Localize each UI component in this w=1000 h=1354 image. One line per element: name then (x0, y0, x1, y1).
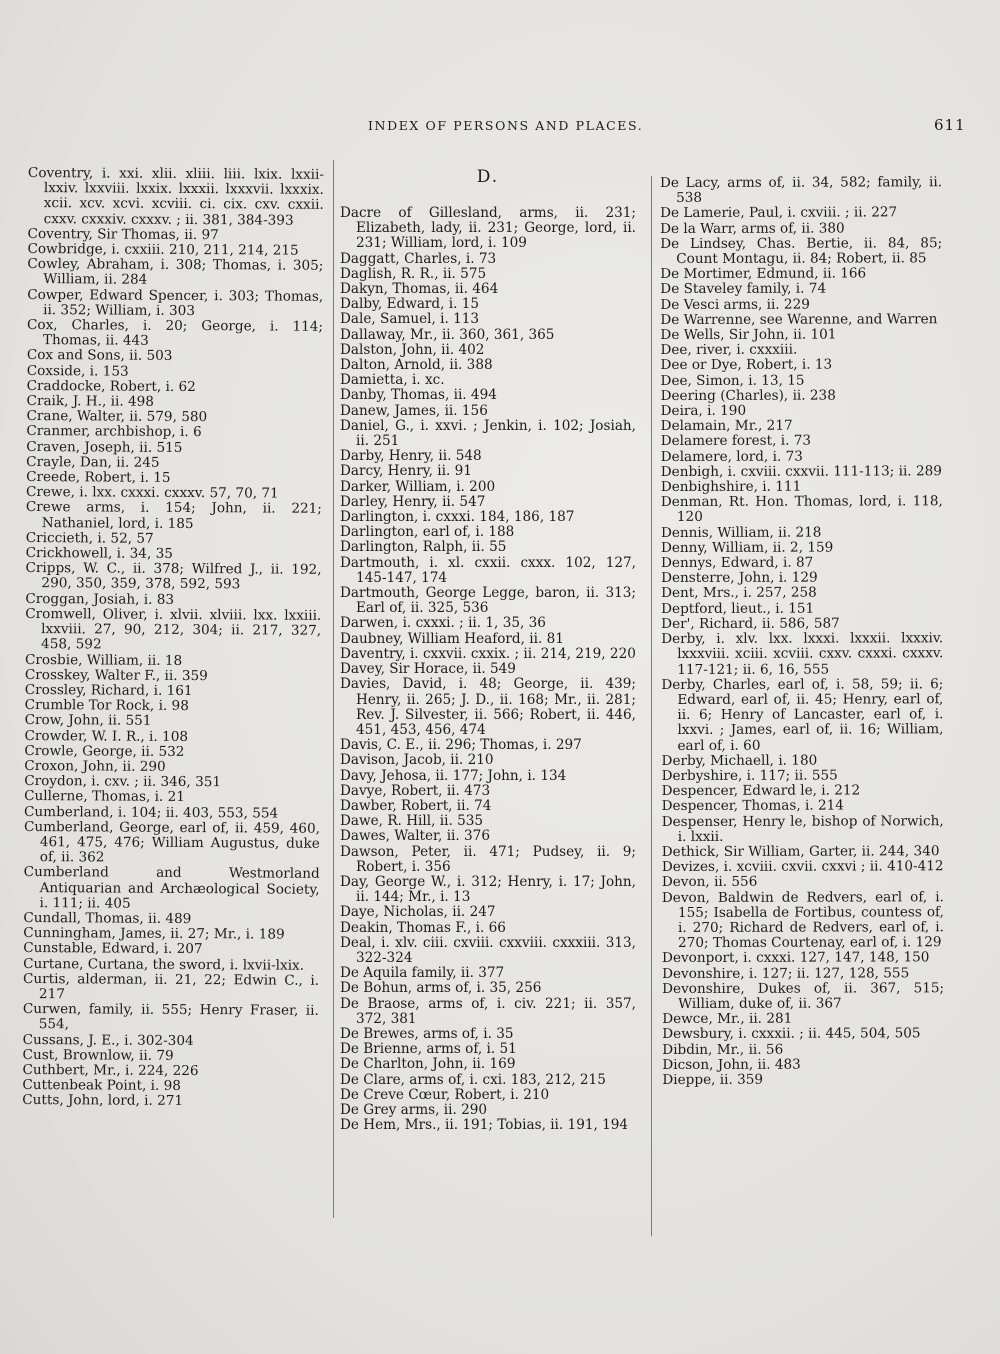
index-entry: Coventry, Sir Thomas, ii. 97 (27, 225, 219, 243)
index-entry: Crosbie, William, ii. 18 (24, 651, 183, 669)
index-entry: Dalby, Edward, i. 15 (340, 296, 480, 313)
index-entry: Dibdin, Mr., ii. 56 (662, 1041, 784, 1058)
index-entry: Devon, ii. 556 (661, 874, 758, 891)
index-entry: Crickhowell, i. 34, 35 (25, 545, 173, 562)
index-entry: Darwen, i. cxxxi. ; ii. 1, 35, 36 (340, 615, 546, 632)
index-entry: Cuttenbeak Point, i. 98 (22, 1077, 182, 1095)
index-entry: Derby, Michaell, i. 180 (661, 752, 818, 769)
index-entry: De Warrenne, see Warenne, and Warren (660, 311, 938, 328)
index-entry: Dacre of Gillesland, arms, ii. 231; Elizabeth, lady, ii. 231; George, lord, ii. 231; William, lord, i. 109 (340, 205, 636, 252)
index-entry: Denny, William, ii. 2, 159 (660, 539, 834, 556)
index-entry: Derby, Charles, earl of, i. 58, 59; ii. 6; Edward, earl of, ii. 45; Henry, earl of, ii. 6; Henry of Lancaster, earl of, i. lxxvi. ; James, earl of, ii. 16; William, earl of, i. 60 (661, 675, 944, 754)
index-entry: Crewe arms, i. 154; John, ii. 221; Nathaniel, lord, i. 185 (25, 499, 322, 532)
index-entry: Damietta, i. xc. (340, 372, 445, 389)
index-entry: Curtis, alderman, ii. 21, 22; Edwin C., i. 217 (22, 970, 320, 1003)
index-entry: Devon, Baldwin de Redvers, earl of, i. 155; Isabella de Fortibus, countess of, i. 270; Richard de Redvers, earl of, i. 270; Thomas Courtenay, earl of, i. 129 (661, 888, 944, 952)
index-entry: Cowley, Abraham, i. 308; Thomas, i. 305; William, ii. 284 (27, 256, 324, 289)
index-entry: Craik, J. H., ii. 498 (26, 393, 154, 410)
index-entry: Deakin, Thomas F., i. 66 (340, 919, 506, 936)
index-entry: Daubney, William Heaford, ii. 81 (340, 630, 564, 647)
index-entry: Cunstable, Edward, i. 207 (23, 940, 203, 958)
index-entry: Curwen, family, ii. 555; Henry Fraser, ii. 554, (22, 1001, 319, 1033)
index-entry: Crowder, W. I. R., i. 108 (24, 727, 189, 745)
index-entry: Dewsbury, i. cxxxii. ; ii. 445, 504, 505 (662, 1025, 921, 1043)
index-entry: Croxon, John, ii. 290 (24, 757, 166, 775)
index-entry: Daye, Nicholas, ii. 247 (340, 904, 496, 921)
index-entry: De Charlton, John, ii. 169 (340, 1056, 516, 1073)
index-entry: Despencer, Thomas, i. 214 (661, 797, 844, 815)
index-entry: Day, George W., i. 312; Henry, i. 17; John, ii. 144; Mr., i. 13 (340, 873, 636, 906)
index-entry: De Grey arms, ii. 290 (340, 1101, 488, 1118)
index-entry: Davy, Jehosa, ii. 177; John, i. 134 (340, 767, 567, 784)
running-title: INDEX OF PERSONS AND PLACES. (368, 118, 644, 133)
index-entry: De Lacy, arms of, ii. 34, 582; family, ii. 538 (659, 174, 943, 207)
index-entry: Daniel, G., i. xxvi. ; Jenkin, i. 102; Josiah, ii. 251 (340, 417, 636, 450)
index-entry: Crosskey, Walter F., ii. 359 (24, 666, 208, 684)
index-entry: Dartmouth, George Legge, baron, ii. 313; Earl of, ii. 325, 536 (340, 585, 636, 617)
index-entry: Denbigh, i. cxviii. cxxvii. 111-113; ii. 289 (660, 463, 942, 480)
index-entry: De Braose, arms of, i. civ. 221; ii. 357, 372, 381 (340, 995, 636, 1027)
index-entry: Delamere, lord, i. 73 (660, 448, 803, 465)
index-entry: Creede, Robert, i. 15 (26, 469, 171, 486)
index-entry: De Bohun, arms of, i. 35, 256 (340, 980, 542, 997)
index-entry: De Vesci arms, ii. 229 (660, 296, 810, 313)
index-entry: Darker, William, i. 200 (340, 478, 496, 495)
index-entry: Dartmouth, i. xl. cxxii. cxxx. 102, 127, 145-147, 174 (340, 554, 636, 586)
index-entry: Darlington, earl of, i. 188 (340, 524, 515, 541)
index-entry: Cuthbert, Mr., i. 224, 226 (22, 1061, 199, 1080)
index-column-1 (22, 166, 324, 1110)
section-letter-heading: D. (476, 167, 500, 187)
column-divider (651, 176, 652, 1236)
index-entry: Dee, river, i. cxxxiii. (660, 341, 798, 359)
index-entry: Curtane, Curtana, the sword, i. lxvii-lxix. (23, 955, 305, 974)
index-entry: Dennys, Edward, i. 87 (660, 554, 814, 572)
index-entry: Despenser, Henry le, bishop of Norwich, i. lxxii. (661, 812, 944, 845)
index-entry: Danew, James, ii. 156 (340, 402, 488, 419)
index-entry: De Creve Cœur, Robert, i. 210 (340, 1086, 550, 1103)
index-entry: De Brienne, arms of, i. 51 (340, 1041, 517, 1058)
index-entry: De Aquila family, ii. 377 (340, 965, 505, 982)
index-entry: Dieppe, ii. 359 (662, 1071, 764, 1088)
index-entry: Dawber, Robert, ii. 74 (340, 797, 492, 814)
index-entry: Croydon, i. cxv. ; ii. 346, 351 (24, 773, 222, 791)
index-entry: Daggatt, Charles, i. 73 (340, 250, 497, 267)
index-entry: Darcy, Henry, ii. 91 (340, 463, 472, 480)
index-entry: Derby, i. xlv. lxx. lxxxi. lxxxii. lxxxiv. lxxxviii. xciii. xcviii. cxxv. cxxxi. cxxxv. 117-121; ii. 6, 16, 555 (661, 630, 944, 678)
index-entry: Dale, Samuel, i. 113 (340, 311, 480, 328)
index-entry: Craven, Joseph, ii. 515 (26, 438, 183, 456)
index-entry: Daventry, i. cxxvii. cxxix. ; ii. 214, 219, 220 (340, 645, 636, 662)
index-entry: Cussans, J. E., i. 302-304 (22, 1031, 194, 1049)
index-entry: Darley, Henry, ii. 547 (340, 493, 486, 510)
index-entry: Crayle, Dan, ii. 245 (26, 453, 160, 471)
index-entry: Dethick, Sir William, Garter, ii. 244, 340 (661, 843, 940, 860)
index-entry: Deira, i. 190 (660, 402, 747, 420)
index-entry: Dallaway, Mr., ii. 360, 361, 365 (340, 326, 555, 343)
index-entry: Darby, Henry, ii. 548 (340, 448, 482, 465)
index-column-3 (660, 175, 944, 1088)
index-entry: Cromwell, Oliver, i. xlvii. xlviii. lxx. lxxiii. lxxviii. 27, 90, 212, 304; ii. 217, 327, 458, 592 (25, 605, 322, 653)
index-entry: Cranmer, archbishop, i. 6 (26, 423, 202, 441)
index-entry: Dawe, R. Hill, ii. 535 (340, 813, 484, 830)
index-entry: Danby, Thomas, ii. 494 (340, 387, 497, 404)
index-entry: Croggan, Josiah, i. 83 (25, 590, 175, 608)
index-entry: Craddocke, Robert, i. 62 (26, 377, 196, 395)
index-entry: Der', Richard, ii. 586, 587 (661, 615, 840, 632)
index-entry: Delamere forest, i. 73 (660, 433, 812, 450)
index-entry: Devonshire, i. 127; ii. 127, 128, 555 (662, 964, 910, 982)
index-entry: Cox and Sons, ii. 503 (26, 347, 173, 365)
index-entry: Dawes, Walter, ii. 376 (340, 828, 490, 845)
index-entry: Coventry, i. xxi. xlii. xliii. liii. lxix. lxxii-lxxiv. lxxviii. lxxix. lxxxii. lxxxvii. lxxxix. xcii. xcv. xcvi. xcviii. ci. cix. cxv. cxxii. cxxv. cxxxiv. cxxxv. ; ii. 381, 384-393 (27, 165, 325, 229)
running-header (0, 114, 1000, 138)
index-entry: Davies, David, i. 48; George, ii. 439; Henry, ii. 265; J. D., ii. 168; Mr., ii. 281; Rev. J. Silvester, ii. 566; Robert, ii. 446, 451, 453, 456, 474 (340, 676, 636, 738)
index-entry: Dee, Simon, i. 13, 15 (660, 372, 805, 389)
index-entry: Dalston, John, ii. 402 (340, 341, 485, 358)
index-entry: Cutts, John, lord, i. 271 (22, 1092, 184, 1110)
index-entry: Dewce, Mr., ii. 281 (662, 1010, 793, 1028)
index-entry: De Staveley family, i. 74 (660, 280, 827, 298)
page-number: 611 (934, 116, 966, 134)
index-entry: Deal, i. xlv. ciii. cxviii. cxxviii. cxxxiii. 313, 322-324 (340, 934, 636, 966)
index-entry: Crowle, George, ii. 532 (24, 742, 185, 760)
index-entry: De Mortimer, Edmund, ii. 166 (660, 265, 867, 283)
index-entry: Cowbridge, i. cxxiii. 210, 211, 214, 215 (27, 241, 299, 259)
index-entry: Cripps, W. C., ii. 378; Wilfred J., ii. 192, 290, 350, 359, 378, 592, 593 (25, 560, 322, 593)
index-entry: Despencer, Edward le, i. 212 (661, 782, 861, 800)
index-entry: Criccieth, i. 52, 57 (25, 529, 154, 547)
index-entry: Dee or Dye, Robert, i. 13 (660, 356, 833, 374)
index-entry: De Lamerie, Paul, i. cxviii. ; ii. 227 (660, 204, 898, 222)
index-entry: Crossley, Richard, i. 161 (24, 681, 193, 699)
index-entry: Devizes, i. xcviii. cxvii. cxxvi ; ii. 410-412 (661, 858, 944, 876)
index-entry: Dicson, John, ii. 483 (662, 1056, 801, 1073)
index-entry: Daglish, R. R., ii. 575 (340, 265, 487, 282)
index-entry: Crewe, i. lxx. cxxxi. cxxxv. 57, 70, 71 (25, 484, 279, 502)
index-entry: De Brewes, arms of, i. 35 (340, 1025, 514, 1042)
index-entry: De Wells, Sir John, ii. 101 (660, 326, 837, 344)
index-entry: Dalton, Arnold, ii. 388 (340, 357, 493, 374)
index-entry: Deptford, lieut., i. 151 (661, 600, 815, 617)
index-entry: Crane, Walter, ii. 579, 580 (26, 408, 208, 426)
index-entry: Cumberland and Westmorland Antiquarian and Archæological Society, i. 111; ii. 405 (23, 864, 320, 912)
index-entry: Devonshire, Dukes of, ii. 367, 515; William, duke of, ii. 367 (662, 980, 945, 1012)
index-entry: De la Warr, arms of, ii. 380 (660, 220, 845, 237)
index-entry: Dent, Mrs., i. 257, 258 (661, 585, 817, 602)
index-entry: Denbighshire, i. 111 (660, 478, 802, 496)
index-entry: De Lindsey, Chas. Bertie, ii. 84, 85; Count Montagu, ii. 84; Robert, ii. 85 (660, 235, 943, 267)
index-entry: Crumble Tor Rock, i. 98 (24, 697, 189, 715)
index-entry: Denman, Rt. Hon. Thomas, lord, i. 118, 120 (660, 493, 943, 526)
index-entry: De Hem, Mrs., ii. 191; Tobias, ii. 191, 194 (340, 1117, 629, 1134)
index-entry: Darlington, i. cxxxi. 184, 186, 187 (340, 509, 575, 526)
index-entry: Cundall, Thomas, ii. 489 (23, 909, 192, 927)
index-entry: Dakyn, Thomas, ii. 464 (340, 281, 499, 298)
index-entry: Deering (Charles), ii. 238 (660, 387, 836, 404)
index-entry: Cust, Brownlow, ii. 79 (22, 1046, 174, 1064)
index-entry: Derbyshire, i. 117; ii. 555 (661, 767, 838, 784)
index-entry: Davey, Sir Horace, ii. 549 (340, 661, 516, 678)
index-entry: Dawson, Peter, ii. 471; Pudsey, ii. 9; Robert, i. 356 (340, 843, 636, 875)
index-entry: Cumberland, i. 104; ii. 403, 553, 554 (24, 803, 279, 822)
index-entry: Cullerne, Thomas, i. 21 (24, 788, 185, 806)
index-entry: De Clare, arms of, i. cxi. 183, 212, 215 (340, 1071, 606, 1088)
index-entry: Cumberland, George, earl of, ii. 459, 460, 461, 475, 476; William Augustus, duke of, ii. 362 (23, 818, 321, 866)
index-column-2 (340, 167, 636, 1134)
index-entry: Cox, Charles, i. 20; George, i. 114; Thomas, ii. 443 (26, 317, 324, 349)
index-entry: Cowper, Edward Spencer, i. 303; Thomas, ii. 352; William, i. 303 (27, 286, 324, 319)
index-entry: Davison, Jacob, ii. 210 (340, 752, 494, 769)
index-entry: Crow, John, ii. 551 (24, 712, 152, 730)
index-entry: Densterre, John, i. 129 (661, 569, 818, 587)
index-entry: Coxside, i. 153 (26, 362, 129, 380)
column-divider (333, 160, 334, 1218)
index-entry: Davis, C. E., ii. 296; Thomas, i. 297 (340, 737, 582, 754)
index-entry: Cunningham, James, ii. 27; Mr., i. 189 (23, 925, 285, 943)
index-entry: Devonport, i. cxxxi. 127, 147, 148, 150 (662, 949, 930, 967)
index-entry: Delamain, Mr., 217 (660, 417, 793, 435)
index-entry: Davye, Robert, ii. 473 (340, 782, 491, 799)
index-entry: Darlington, Ralph, ii. 55 (340, 539, 507, 556)
index-entry: Dennis, William, ii. 218 (660, 524, 822, 541)
